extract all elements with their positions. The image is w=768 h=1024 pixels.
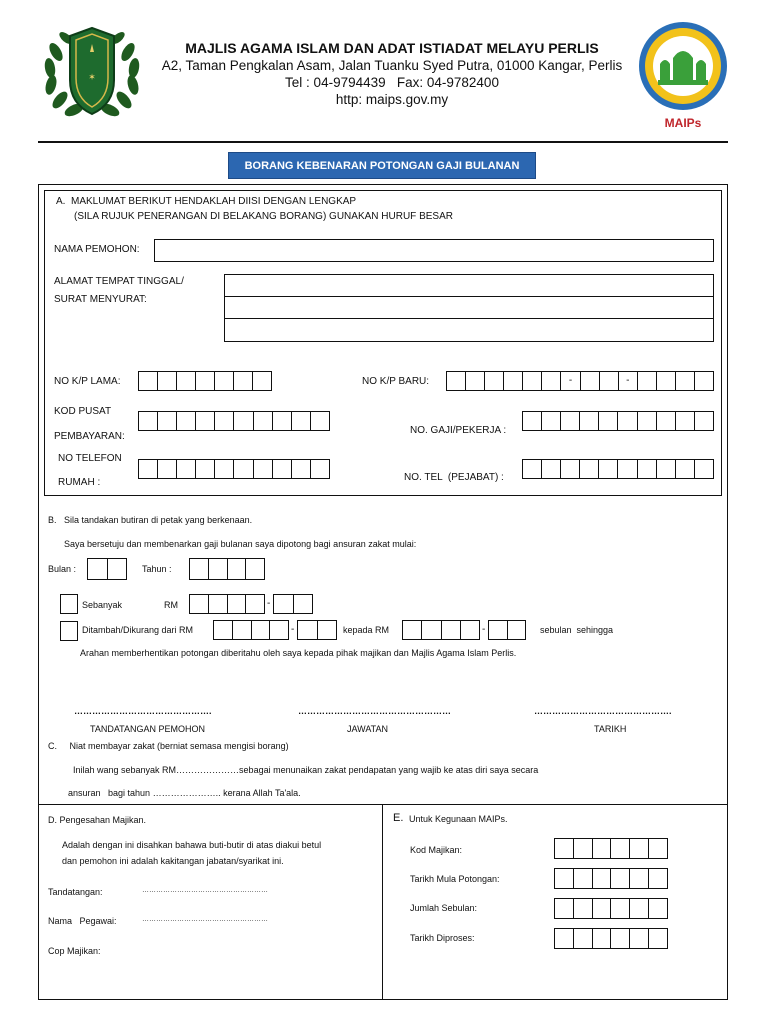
section-c-line1: Inilah wang sebanyak RM…………………sebagai menunaikan zakat pendapatan yang wajib ke atas diri saya secara <box>73 765 539 775</box>
nama-pegawai-label: Nama Pegawai: <box>48 916 117 926</box>
section-d-text2: dan pemohon ini adalah kakitangan jabatan/syarikat ini. <box>62 856 284 866</box>
crest-icon <box>38 22 146 124</box>
org-phone-fax: Tel : 04-9794439 Fax: 04-9782400 <box>285 75 499 90</box>
no-tel-pejabat-cells[interactable] <box>522 459 714 479</box>
kod-pusat-label-1: KOD PUSAT <box>54 406 112 417</box>
kp-baru-separator: - <box>561 372 580 390</box>
section-b-consent: Saya bersetuju dan membenarkan gaji bulanan saya dipotong bagi ansuran zakat mulai: <box>64 539 417 549</box>
section-b-heading: B. Sila tandakan butiran di petak yang berkenaan. <box>48 515 253 525</box>
kepada-cents-cells[interactable] <box>488 620 526 640</box>
alamat-field-2[interactable] <box>224 296 714 319</box>
section-d-heading: D. Pengesahan Majikan. <box>48 815 147 825</box>
no-gaji-label: NO. GAJI/PEKERJA : <box>410 425 507 436</box>
signature-dots: ………………………………………. <box>74 706 212 716</box>
jumlah-sebulan-cells[interactable] <box>554 898 668 919</box>
kp-lama-label: NO K/P LAMA: <box>54 376 121 387</box>
left-logo <box>38 22 146 124</box>
kp-baru-cells[interactable] <box>446 371 714 391</box>
sebanyak-amount-cells[interactable] <box>189 594 265 614</box>
signature-label: TANDATANGAN PEMOHON <box>90 724 206 734</box>
kod-majikan-label: Kod Majikan: <box>410 845 463 855</box>
tarikh-diproses-cells[interactable] <box>554 928 668 949</box>
kod-pusat-cells[interactable] <box>138 411 330 431</box>
svg-text:✶: ✶ <box>88 73 96 83</box>
tahun-cells[interactable] <box>189 558 265 580</box>
org-address: A2, Taman Pengkalan Asam, Jalan Tuanku Syed Putra, 01000 Kangar, Perlis <box>161 58 623 73</box>
jawatan-dots: …………………………………………… <box>298 706 451 716</box>
kp-baru-separator-2: - <box>619 372 638 390</box>
jumlah-sebulan-label: Jumlah Sebulan: <box>410 903 478 913</box>
maips-label: MAIPs <box>664 116 702 130</box>
tandatangan-dots[interactable]: ……………………………………………… <box>142 887 268 894</box>
tarikh-mula-label: Tarikh Mula Potongan: <box>410 874 500 884</box>
kepada-rm-label: kepada RM <box>343 625 390 635</box>
sebanyak-rm-label: RM <box>164 600 178 610</box>
kp-baru-label: NO K/P BARU: <box>362 376 430 387</box>
jawatan-label: JAWATAN <box>347 724 388 734</box>
tahun-label: Tahun : <box>142 564 172 574</box>
maips-emblem-icon <box>638 18 728 114</box>
sebanyak-checkbox[interactable] <box>60 594 78 614</box>
sebulan-label: sebulan sehingga <box>540 625 614 635</box>
tarikh-dots: ………………………………………. <box>534 706 672 716</box>
ditambah-label: Ditambah/Dikurang dari RM <box>82 625 194 635</box>
section-e-letter: E. <box>393 812 404 824</box>
section-a-frame <box>44 190 722 496</box>
org-website: http: maips.gov.my <box>335 92 449 107</box>
kepada-amount-cells[interactable] <box>402 620 480 640</box>
bulan-label: Bulan : <box>48 564 77 574</box>
section-d-text1: Adalah dengan ini disahkan bahawa buti-butir di atas diakui betul <box>62 840 322 850</box>
right-logo <box>638 18 728 132</box>
section-de-top-rule <box>38 804 728 805</box>
org-name: MAJLIS AGAMA ISLAM DAN ADAT ISTIADAT MELAYU PERLIS <box>185 40 599 56</box>
ditambah-from-cells[interactable] <box>213 620 289 640</box>
ditambah-from-cents-cells[interactable] <box>297 620 337 640</box>
alamat-field-1[interactable] <box>224 274 714 297</box>
kp-lama-cells[interactable] <box>138 371 272 391</box>
kod-majikan-cells[interactable] <box>554 838 668 859</box>
tandatangan-label: Tandatangan: <box>48 887 103 897</box>
header-divider <box>38 141 728 143</box>
nama-pegawai-dots[interactable]: ……………………………………………… <box>142 916 268 923</box>
section-a-line1: A. MAKLUMAT BERIKUT HENDAKLAH DIISI DENGAN LENGKAP <box>56 196 357 207</box>
sebanyak-label: Sebanyak <box>82 600 123 610</box>
nama-pemohon-label: NAMA PEMOHON: <box>54 244 140 255</box>
sebanyak-cents-cells[interactable] <box>273 594 313 614</box>
alamat-label-1: ALAMAT TEMPAT TINGGAL/ <box>54 276 184 287</box>
tarikh-diproses-label: Tarikh Diproses: <box>410 933 475 943</box>
no-gaji-cells[interactable] <box>522 411 714 431</box>
cop-majikan-label: Cop Majikan: <box>48 946 101 956</box>
section-c-line2: ansuran bagi tahun ………………….. kerana Allah Ta'ala. <box>68 788 301 798</box>
bulan-cells[interactable] <box>87 558 127 580</box>
arahan-text: Arahan memberhentikan potongan diberitahu oleh saya kepada pihak majikan dan Majlis Agama Islam Perlis. <box>80 648 517 658</box>
ditambah-from-dash: - <box>291 624 295 635</box>
section-a-line2: (SILA RUJUK PENERANGAN DI BELAKANG BORANG) GUNAKAN HURUF BESAR <box>74 211 453 222</box>
alamat-field-3[interactable] <box>224 318 714 342</box>
section-c-heading: C. Niat membayar zakat (berniat semasa mengisi borang) <box>48 741 289 751</box>
tarikh-label: TARIKH <box>594 724 627 734</box>
no-telefon-label-2: RUMAH : <box>58 477 101 488</box>
section-e-heading: Untuk Kegunaan MAIPs. <box>409 814 508 824</box>
section-de-divider <box>382 804 383 1000</box>
kepada-dash: - <box>482 624 486 635</box>
tarikh-mula-cells[interactable] <box>554 868 668 889</box>
no-tel-pejabat-label: NO. TEL (PEJABAT) : <box>404 472 504 483</box>
no-telefon-label-1: NO TELEFON <box>58 453 122 464</box>
sebanyak-dash: - <box>267 598 271 609</box>
no-telefon-cells[interactable] <box>138 459 330 479</box>
alamat-label-2: SURAT MENYURAT: <box>54 294 147 305</box>
ditambah-checkbox[interactable] <box>60 621 78 641</box>
nama-pemohon-field[interactable] <box>154 239 714 262</box>
form-title: BORANG KEBENARAN POTONGAN GAJI BULANAN <box>228 152 536 179</box>
kod-pusat-label-2: PEMBAYARAN: <box>54 431 125 442</box>
